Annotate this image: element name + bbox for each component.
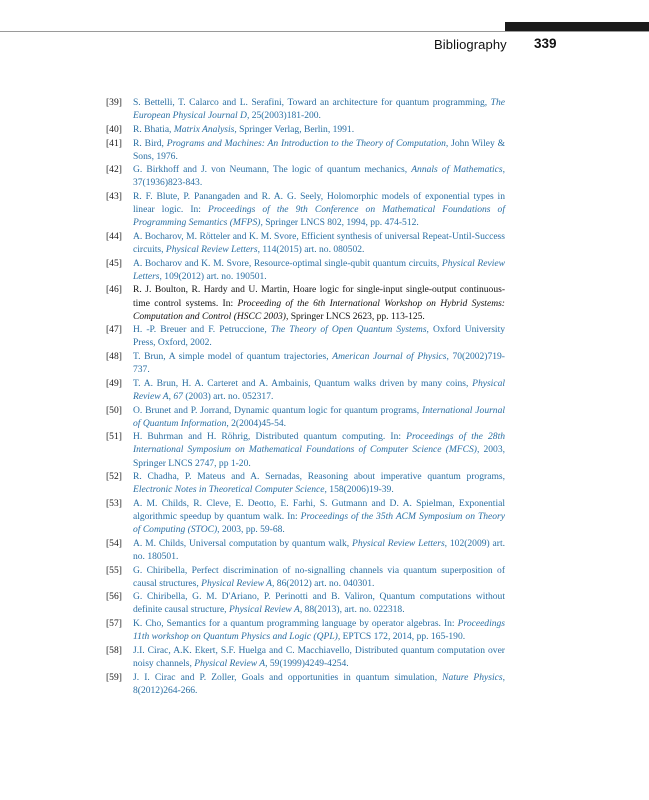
reference-text: T. Brun, A simple model of quantum trajectories, (133, 351, 333, 363)
reference-text: , 37(1936)823-843. (133, 164, 505, 189)
reference-text: , Springer Verlag, Berlin, 1991. (234, 123, 355, 135)
reference-text: , Springer LNCS 2623, pp. 113-125. (285, 310, 425, 322)
reference-text: , 2(2004)45-54. (226, 417, 287, 429)
reference-item (106, 470, 505, 496)
reference-number: [39] (106, 97, 122, 108)
reference-item (106, 96, 505, 122)
reference-source: Physical Review A (201, 577, 273, 589)
reference-text: , 114(2015) art. no. 080502. (257, 243, 365, 255)
reference-text: G. Birkhoff and J. von Neumann, The logic of quantum mechanics, (133, 164, 412, 176)
reference-text: A. M. Childs, Universal computation by quantum walk, (133, 537, 353, 549)
reference-item (106, 497, 505, 536)
reference-item (106, 190, 505, 229)
reference-source: Physical Review Letters (133, 257, 505, 282)
reference-text: , 8(2012)264-266. (133, 671, 505, 696)
reference-source: The Theory of Open Quantum Systems (270, 324, 427, 336)
reference-number: [44] (106, 230, 122, 242)
reference-item (106, 163, 505, 189)
reference-item (106, 257, 505, 283)
reference-text: (2003) art. no. 052317. (182, 390, 274, 402)
reference-text: R. J. Boulton, R. Hardy and U. Martin, Hoare logic for single-input single-output continuous-time control systems. In: (133, 284, 505, 309)
reference-text: , 59(1999)4249-4254. (265, 658, 349, 670)
reference-text: A. M. Childs, R. Cleve, E. Deotto, E. Farhi, S. Gutmann and D. A. Spielman, Exponential algorithmic speedup by quantum walk. In: (133, 498, 505, 523)
reference-number: [59] (106, 671, 122, 683)
reference-number: [55] (106, 564, 122, 576)
reference-text: A. Bocharov, M. Rötteler and K. M. Svore, Efficient synthesis of universal Repeat-Until-Success circuits, (133, 230, 505, 255)
reference-number: [45] (106, 257, 122, 269)
reference-text: , 70(2002)719-737. (133, 351, 505, 376)
reference-number: [48] (106, 351, 122, 363)
reference-number: [53] (106, 498, 122, 510)
reference-item (106, 644, 505, 670)
reference-item (106, 404, 505, 430)
reference-source: Physical Review A (194, 658, 266, 670)
reference-text: , 2003, Springer LNCS 2747, pp 1-20. (133, 444, 505, 469)
reference-item (106, 590, 505, 616)
reference-text: T. A. Brun, H. A. Carteret and A. Ambainis, Quantum walks driven by many coins, (133, 377, 473, 389)
reference-item (106, 323, 505, 349)
reference-text: , (168, 390, 174, 402)
running-title: Bibliography (434, 37, 507, 52)
reference-source: American Journal of Physics (332, 351, 447, 363)
page-number: 339 (534, 36, 557, 51)
reference-source: The European Physical Journal D (133, 97, 505, 122)
reference-text: , 2003, pp. 59-68. (217, 524, 285, 536)
reference-number: [40] (106, 123, 122, 135)
reference-number: [41] (106, 137, 122, 149)
reference-text: , 109(2012) art. no. 190501. (159, 270, 267, 282)
reference-number: [42] (106, 164, 122, 176)
reference-item (106, 564, 505, 590)
reference-source: Physical Review Letters (352, 537, 445, 549)
reference-text: , 158(2006)19-39. (324, 484, 394, 496)
bibliography-list (106, 96, 505, 698)
reference-text: G. Chiribella, Perfect discrimination of no-signalling channels via quantum superposition of causal structures, (133, 564, 505, 589)
reference-number: [52] (106, 471, 122, 483)
reference-number: [58] (106, 644, 122, 656)
reference-text: , 88(2013), art. no. 022318. (299, 604, 405, 616)
reference-text: R. Bird, (133, 137, 167, 149)
reference-number: [47] (106, 324, 122, 336)
reference-source: Nature Physics (442, 671, 503, 683)
reference-source: Proceedings of the 35th ACM Symposium on Theory of Computing (STOC) (133, 511, 505, 536)
reference-text: , EPTCS 172, 2014, pp. 165-190. (337, 631, 466, 643)
reference-text: , Springer LNCS 802, 1994, pp. 474-512. (260, 217, 419, 229)
reference-item (106, 123, 505, 136)
reference-source: Proceedings of the 28th International Symposium on Mathematical Foundations of Computer Science (MFCS) (133, 431, 505, 456)
reference-source: Proceedings of the 9th Conference on Mathematical Foundations of Programming Semantics (MFPS) (133, 204, 505, 229)
reference-text: , 25(2003)181-200. (246, 110, 321, 122)
reference-item (106, 350, 505, 376)
reference-number: [50] (106, 404, 122, 416)
reference-number: [56] (106, 591, 122, 603)
reference-source: Physical Review Letters (165, 243, 258, 255)
reference-number: [46] (106, 284, 122, 296)
reference-item (106, 537, 505, 563)
reference-source: Physical Review A (228, 604, 300, 616)
reference-source: Proceeding of the 6th International Workshop on Hybrid Systems: Computation and Control (HSCC 2003) (133, 297, 505, 322)
reference-number: [49] (106, 377, 122, 389)
reference-text: K. Cho, Semantics for a quantum programming language by operator algebras. In: (133, 618, 458, 630)
reference-number: [43] (106, 191, 122, 203)
reference-source: 67 (173, 390, 183, 402)
reference-text: H. Buhrman and H. Röhrig, Distributed quantum computing. In: (133, 431, 407, 443)
reference-source: Physical Review A (133, 377, 505, 402)
reference-item (106, 230, 505, 256)
reference-text: , John Wiley & Sons, 1976. (133, 137, 506, 162)
reference-source: Annals of Mathematics (411, 164, 503, 176)
reference-text: , 102(2009) art. no. 180501. (133, 537, 505, 562)
reference-text: , 86(2012) art. no. 040301. (272, 577, 375, 589)
reference-item (106, 617, 505, 643)
reference-item (106, 377, 505, 403)
reference-text: R. F. Blute, P. Panangaden and R. A. G. Seely, Holomorphic models of exponential types in linear logic. In: (133, 191, 505, 216)
reference-text: S. Bettelli, T. Calarco and L. Serafini, Toward an architecture for quantum programming, (133, 97, 491, 108)
reference-number: [51] (106, 431, 122, 443)
reference-text: R. Bhatia, (133, 123, 174, 135)
reference-item (106, 671, 505, 697)
reference-source: International Journal of Quantum Information (133, 404, 506, 429)
reference-source: Programs and Machines: An Introduction to the Theory of Computation (166, 137, 446, 149)
reference-text: , Oxford University Press, Oxford, 2002. (133, 324, 506, 349)
header-rule (0, 31, 649, 32)
reference-text: A. Bocharov and K. M. Svore, Resource-optimal single-qubit quantum circuits, (133, 257, 442, 269)
reference-source: Electronic Notes in Theoretical Computer Science (133, 484, 325, 496)
reference-text: G. Chiribella, G. M. D'Ariano, P. Perinotti and B. Valiron, Quantum computations without definite causal structure, (133, 591, 505, 616)
reference-text: H. -P. Breuer and F. Petruccione, (133, 324, 271, 336)
reference-source: Proceedings 11th workshop on Quantum Physics and Logic (QPL) (133, 618, 505, 643)
reference-item (106, 137, 505, 163)
reference-text: R. Chadha, P. Mateus and A. Sernadas, Reasoning about imperative quantum programs, (133, 471, 505, 483)
reference-item (106, 283, 505, 322)
reference-text: O. Brunet and P. Jorrand, Dynamic quantum logic for quantum programs, (133, 404, 423, 416)
reference-source: Matrix Analysis (173, 123, 235, 135)
reference-item (106, 430, 505, 469)
reference-number: [54] (106, 537, 122, 549)
reference-number: [57] (106, 618, 122, 630)
reference-text: J.I. Cirac, A.K. Ekert, S.F. Huelga and C. Macchiavello, Distributed quantum computation over noisy channels, (133, 644, 505, 670)
reference-text: J. I. Cirac and P. Zoller, Goals and opportunities in quantum simulation, (133, 671, 443, 683)
